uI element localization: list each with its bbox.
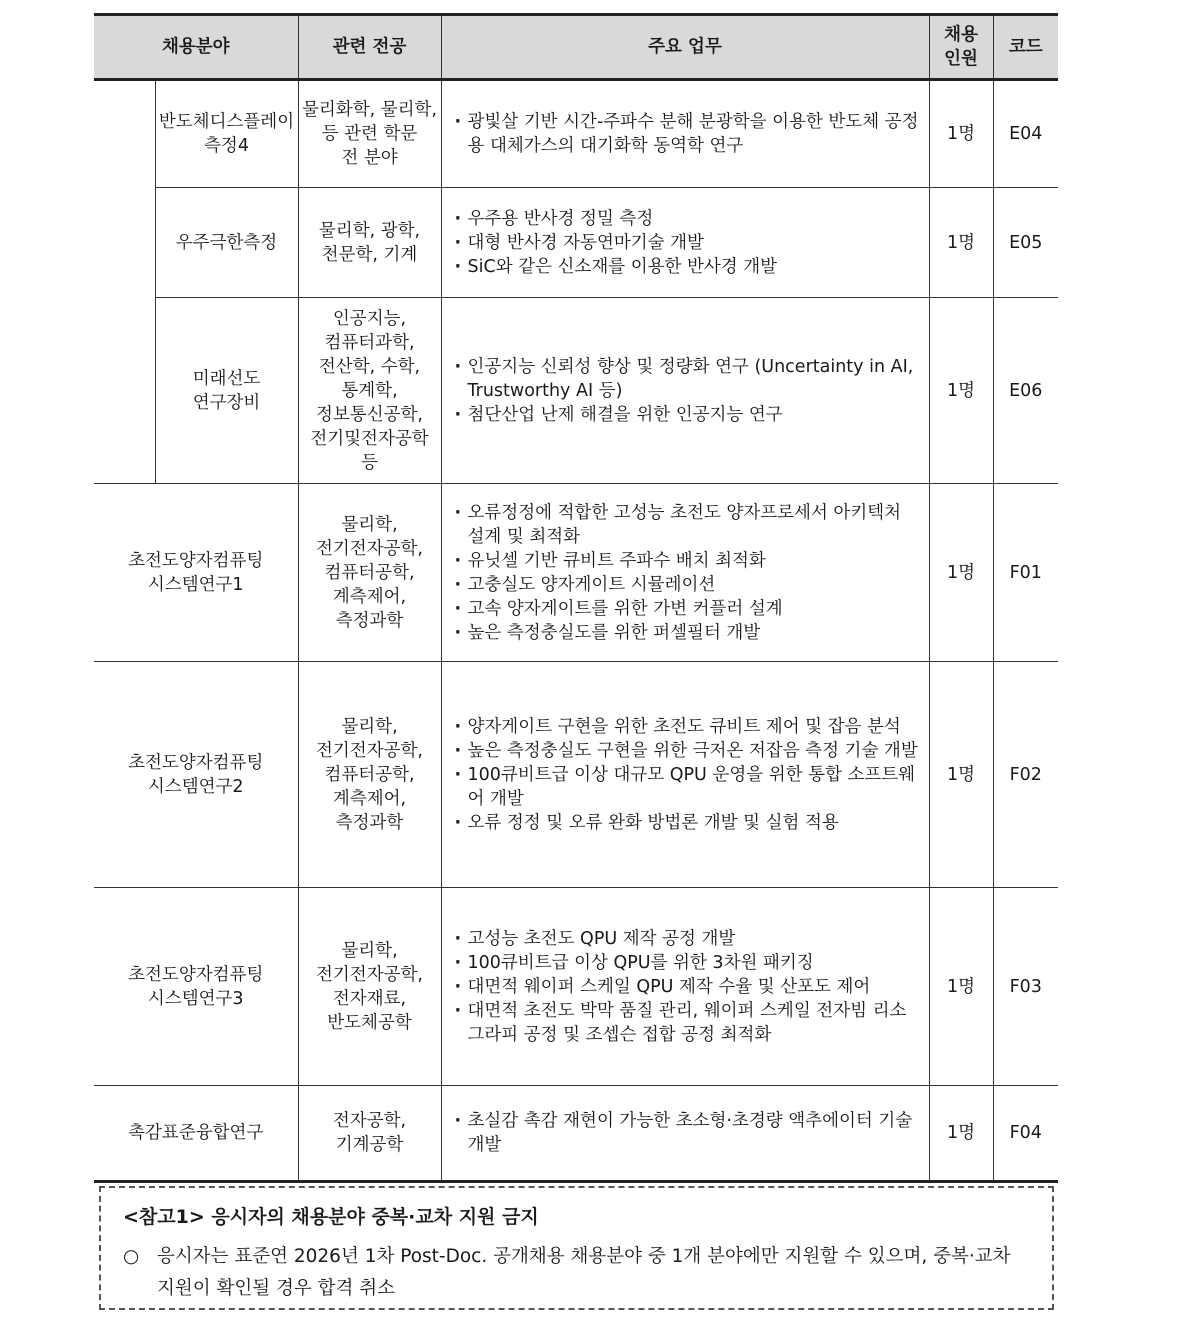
duty-list (454, 501, 919, 645)
header-field: 채용분야 (94, 15, 298, 80)
cell-code: F01 (993, 484, 1058, 662)
cell-field: 초전도양자컴퓨팅 시스템연구1 (94, 484, 298, 662)
duty-list (454, 207, 919, 279)
cell-major: 인공지능, 컴퓨터과학, 전산학, 수학, 통계학, 정보통신공학, 전기및전자공학 등 (298, 298, 441, 484)
duty-item: · 대형 반사경 자동연마기술 개발 (454, 231, 919, 255)
table-row (94, 298, 1058, 484)
note-line (123, 1241, 1030, 1305)
duty-item: · 광빛살 기반 시간-주파수 분해 분광학을 이용한 반도체 공정용 대체가스의 대기화학 동역학 연구 (454, 110, 919, 158)
header-duties: 주요 업무 (441, 15, 929, 80)
duty-list (454, 355, 919, 427)
table-row (94, 188, 1058, 298)
cell-major: 물리화학, 물리학, 등 관련 학문 전 분야 (298, 80, 441, 188)
recruitment-table (94, 13, 1058, 1183)
cell-duties (441, 662, 929, 888)
table-header-row (94, 15, 1058, 80)
duty-item: · 고성능 초전도 QPU 제작 공정 개발 (454, 927, 919, 951)
cell-code: F04 (993, 1086, 1058, 1182)
duty-item: · 첨단산업 난제 해결을 위한 인공지능 연구 (454, 403, 919, 427)
cell-code: E05 (993, 188, 1058, 298)
cell-code: E04 (993, 80, 1058, 188)
table-row (94, 484, 1058, 662)
cell-headcount: 1명 (929, 888, 993, 1086)
cell-duties (441, 1086, 929, 1182)
cell-field: 우주극한측정 (155, 188, 298, 298)
duty-list (454, 715, 919, 835)
cell-code: E06 (993, 298, 1058, 484)
cell-headcount: 1명 (929, 1086, 993, 1182)
header-headcount: 채용 인원 (929, 15, 993, 80)
header-code: 코드 (993, 15, 1058, 80)
cell-major: 물리학, 광학, 천문학, 기계 (298, 188, 441, 298)
header-major: 관련 전공 (298, 15, 441, 80)
table-body (94, 80, 1058, 1182)
duty-item: · 양자게이트 구현을 위한 초전도 큐비트 제어 및 잡음 분석 (454, 715, 919, 739)
cell-field: 초전도양자컴퓨팅 시스템연구3 (94, 888, 298, 1086)
cell-duties (441, 298, 929, 484)
cell-major: 물리학, 전기전자공학, 전자재료, 반도체공학 (298, 888, 441, 1086)
duty-item: · 고충실도 양자게이트 시뮬레이션 (454, 573, 919, 597)
table-row (94, 888, 1058, 1086)
note-bullet: ○ (123, 1246, 140, 1267)
note-text: 응시자는 표준연 2026년 1차 Post-Doc. 공개채용 채용분야 중 1개 분야에만 지원할 수 있으며, 중복·교차 지원이 확인될 경우 합격 취소 (157, 1246, 1011, 1299)
duty-item: · 대면적 웨이퍼 스케일 QPU 제작 수율 및 산포도 제어 (454, 975, 919, 999)
cell-headcount: 1명 (929, 188, 993, 298)
cell-duties (441, 80, 929, 188)
cell-headcount: 1명 (929, 484, 993, 662)
cell-headcount: 1명 (929, 298, 993, 484)
duty-item: · 높은 측정충실도 구현을 위한 극저온 저잡음 측정 기술 개발 (454, 739, 919, 763)
cell-major: 물리학, 전기전자공학, 컴퓨터공학, 계측제어, 측정과학 (298, 662, 441, 888)
cell-code: F03 (993, 888, 1058, 1086)
duty-item: · 인공지능 신뢰성 향상 및 정량화 연구 (Uncertainty in AI, Trustworthy AI 등) (454, 355, 919, 403)
cell-duties (441, 484, 929, 662)
cell-code: F02 (993, 662, 1058, 888)
cell-major: 물리학, 전기전자공학, 컴퓨터공학, 계측제어, 측정과학 (298, 484, 441, 662)
duty-item: · 높은 측정충실도를 위한 퍼셀필터 개발 (454, 621, 919, 645)
cell-major: 전자공학, 기계공학 (298, 1086, 441, 1182)
duty-list (454, 1109, 919, 1157)
duty-item: · 대면적 초전도 박막 품질 관리, 웨이퍼 스케일 전자빔 리소그라피 공정 및 조셉슨 접합 공정 최적화 (454, 999, 919, 1047)
note-title: <참고1> 응시자의 채용분야 중복·교차 지원 금지 (123, 1206, 539, 1228)
duty-item: · 100큐비트급 이상 QPU를 위한 3차원 패키징 (454, 951, 919, 975)
cell-field: 촉감표준융합연구 (94, 1086, 298, 1182)
cell-duties (441, 188, 929, 298)
duty-item: · 오류 정정 및 오류 완화 방법론 개발 및 실험 적용 (454, 811, 919, 835)
cell-field: 초전도양자컴퓨팅 시스템연구2 (94, 662, 298, 888)
duty-item: · 오류정정에 적합한 고성능 초전도 양자프로세서 아키텍처 설계 및 최적화 (454, 501, 919, 549)
duty-item: · 100큐비트급 이상 대규모 QPU 운영을 위한 통합 소프트웨어 개발 (454, 763, 919, 811)
duty-item: · 초실감 촉감 재현이 가능한 초소형·초경량 액추에이터 기술개발 (454, 1109, 919, 1157)
duty-item: · SiC와 같은 신소재를 이용한 반사경 개발 (454, 255, 919, 279)
cell-headcount: 1명 (929, 662, 993, 888)
table-row (94, 80, 1058, 188)
table-row (94, 1086, 1058, 1182)
reference-note-box (99, 1186, 1054, 1310)
cell-duties (441, 888, 929, 1086)
cell-field: 미래선도 연구장비 (155, 298, 298, 484)
group-blank-cell (94, 80, 155, 484)
duty-list (454, 927, 919, 1047)
duty-item: · 유닛셀 기반 큐비트 주파수 배치 최적화 (454, 549, 919, 573)
duty-item: · 고속 양자게이트를 위한 가변 커플러 설계 (454, 597, 919, 621)
cell-headcount: 1명 (929, 80, 993, 188)
table-row (94, 662, 1058, 888)
duty-item: · 우주용 반사경 정밀 측정 (454, 207, 919, 231)
cell-field: 반도체디스플레이 측정4 (155, 80, 298, 188)
duty-list (454, 110, 919, 158)
